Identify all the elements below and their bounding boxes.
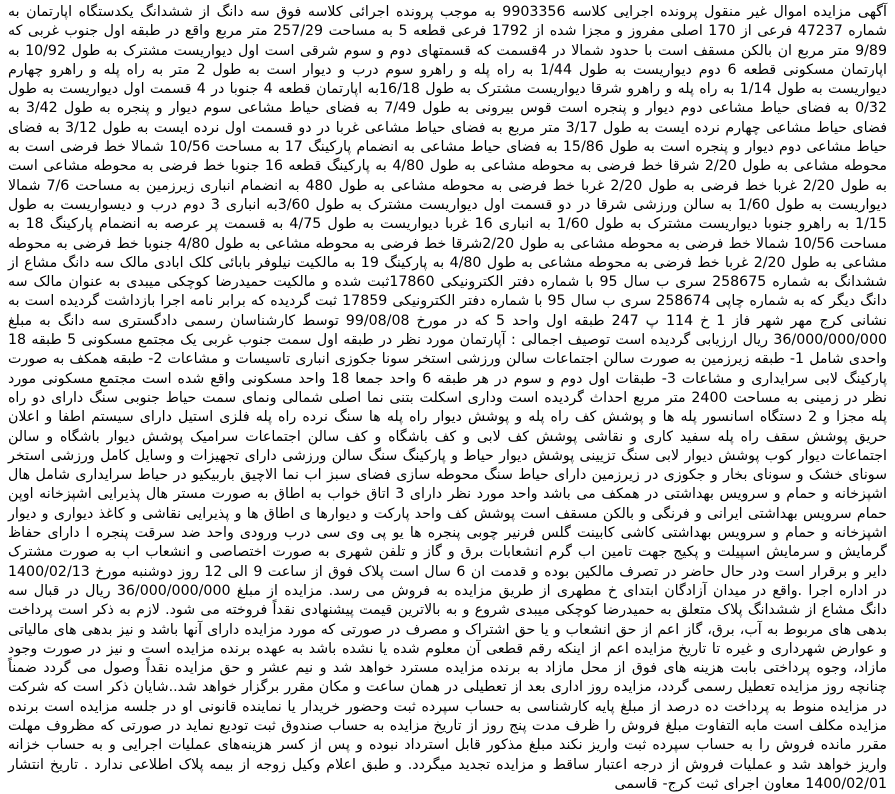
auction-notice-text: آگهی مزایده اموال غیر منقول پرونده اجرایی کلاسه 9903356 به موجب پرونده اجرائی کلاسه فوق سه دانگ از ششدانگ یکدستگاه اپارتمان به شماره 47237 فرعی از 170 اصلی مفروز و مجزا شده از 1792 فرعی قطعه 5 به مساحت 257/29 متر مربع واقع در طبقه اول جنوب غربی که 9/89 متر مربع ان بالکن مسقف است با حدود شمالا در 4قسمت که قسمتهای دوم و سوم شرقی است اول دیواریست مشترک به طول 10/92 به اپارتمان مسکونی قطعه 6 دوم دیواریست به طول 1/44 به راه پله و راهرو سوم درب و دیوار است به طول 2 متر به راه پله و راهرو چهارم دیواریست به طول 1/14 به راه پله و راهرو شرقا دیواریست مشترک به طول 16/18به اپارتمان قطعه 4 جنوبا در 4 قسمت اول دیواریست به طول 0/32 به فضای حیاط مشاعی دوم دیوار و پنجره است قوس بیرونی به طول 7/49 به فضای حیاط مشاعی سوم دیوار و پنجره به طول 3/42 به فضای حیاط مشاعی چهارم نرده ایست به طول 3/17 متر مربع به فضای حیاط مشاعی غربا در دو قسمت اول نرده ایست به طول 3/12 به فضای حیاط مشاعی دوم دیوار و پنجره است به طول 15/86 به فضای حیاط مشاعی به انضمام پارکینگ 17 به مساحت 10/56 شمالا خط فرضی است به محوطه مشاعی به طول 2/20 شرقا خط فرضی به محوطه مشاعی به طول 4/80 به پارکینگ قطعه 16 جنوبا خط فرضی به محوطه مشاعی است به طول 2/20 غربا خط فرضی به طول 2/20 غربا خط فرضی به محوطه مشاعی به طول 480 به انضمام انباری زیرزمین به مساحت 7/6 شمالا دیواریست به طول 1/60 به سالن ورزشی شرقا در دو قسمت اول دیواریست مشترک به طول 3/60به انباری 3 دوم درب و دیسواریست به طول 1/15 به راهرو جنوبا دیواریست مشترک به طول 1/60 به انباری 16 غربا دیواریست به طول 4/75 به قسمت پر عرصه به انضمام پارکینگ 18 به مساحت 10/56 شمالا خط فرضی به محوطه مشاعی به طول 2/20شرقا خط فرضی به محوطه مشاعی به طول 4/80 جنوبا خط فرضی به محوطه مشاعی به طول 2/20 غربا خط فرضی به محوطه مشاعی به طول 4/80 به پارکینگ 19 به مالکیت نیلوفر بابائی کلک ابادی مالک سه دانگ مشاع از ششدانگ به شماره 258675 سری ب سال 95 با شماره دفتر الکترونیکی 17860ثبت شده و مالکیت حمیدرضا کوچکی میبدی به عنوان مالک سه دانگ دیگر که به شماره چاپی 258674 سری ب سال 95 با شماره دفتر الکترونیکی 17859 ثبت گردیده که برابر نامه اجرا بازداشت گردیده است به نشانی کرج مهر شهر فاز 1 خ 114 پ 247 طبقه اول واحد 5 که در مورخ 99/08/08 توسط کارشناسان رسمی دادگستری سه دانگ به مبلغ 36/000/000/000 ریال ارزیابی گردیده است توصیف اجمالی : آپارتمان مورد نظر در طبقه اول سمت جنوب غربی یک مجتمع مسکونی 5 طبقه 18 واحدی شامل 1- طبقه زیرزمین به صورت سالن اجتماعات سالن ورزشی استخر سونا جکوزی انباری تاسیسات و مشاعات 2- طبقه همکف به صورت پارکینگ لابی سرایداری و مشاعات 3- طبقات اول دوم و سوم در هر طبقه 6 واحد جمعا 18 واحد مسکونی واقع شده است مجتمع مسکونی مورد نظر در زمینی به مساحت 2400 متر مربع احداث گردیده است وداری اسکلت بتنی نما اصلی شمالی ونمای سمت حیاط جنوبی سنگ دارای دو راه پله مجزا و 2 دستگاه اسانسور پله ها و پوشش کف راه پله و پوشش دیوار راه پله ها سنگ نرده راه پله فلزی استیل دارای سیستم اطفا و اعلان حریق پوشش سقف راه پله سفید کاری و نقاشی پوشش کف لابی و کف باشگاه و کف سالن اجتماعات سرامیک پوشش دیوار باشگاه و سالن اجتماعات دیوار کوب پوشش دیوار لابی سنگ تزیینی پوشش دیوار حیاط و پارکینگ سنگ سالن ورزشی دارای تجهیزات و وسایل کامل ورزشی استخر سونای خشک و سونای بخار و جکوزی در زیرزمین دارای حیاط سنگ محوطه سازی فضای سبز اب نما الاچیق باربیکیو در حیاط سرایداری شامل هال اشپزخانه و حمام و سرویس بهداشتی در همکف می باشد واحد مورد نظر دارای 3 اتاق خواب به اطاق به صورت مستر هال پذیرایی اشپزخانه اوپن حمام سرویس بهداشتی ایرانی و فرنگی و بالکن مسقف است پوشش کف واحد پارکت و دیوارها ی اطاق ها و پذیرایی نقاشی و کاغذ دیواری و دیوار اشپزخانه و حمام و سرویس بهداشتی کاشی کابینت گلس فرنیر چوبی پنجره ها یو پی وی سی درب ورودی واحد ضد سرقت پنجره ا دارای حفاظ گرمایش و سرمایش اسپیلت و پکیج جهت تامین اب گرم انشعابات برق و گاز و تلفن شهری به صورت اختصاصی و انشعاب اب به صورت مشترک دایر و برقرار است ودر حال حاضر در تصرف مالکین بوده و قدمت ان 6 سال است پلاک فوق از ساعت 9 الی 12 روز دوشنبه مورخ 1400/02/13 در اداره اجرا .واقع در میدان آزادگان ابتدای خ مطهری از طریق مزایده به فروش می رسد. مزایده از مبلغ 36/000/000/000 ریال در قبال سه دانگ مشاع از ششدانگ پلاک متعلق به حمیدرضا کوچکی میبدی شروع و به بالاترین قیمت پیشنهادی نقداً فروخته می شود. لازم به ذکر است پرداخت بدهی های مربوط به آب، برق، گاز اعم از حق انشعاب و یا حق اشتراک و مصرف در صورتی که مورد مزایده دارای آنها باشد و نیز بدهی های مالیاتی و عوارض شهرداری و غیره تا تاریخ مزایده اعم از اینکه رقم قطعی آن معلوم شده یا نشده باشد به عهده برنده مزایده است و نیز در صورت وجود مازاد، وجوه پرداختی بابت هزینه های فوق از محل مازاد به برنده مزایده مسترد خواهد شد و نیم عشر و حق مزایده نقداً وصول می گردد ضمناً چنانچه روز مزایده تعطیل رسمی گردد، مزایده روز اداری بعد از تعطیلی در همان ساعت و مکان مقرر برگزار خواهد شد..شایان ذکر است که شرکت در مزایده منوط به پرداخت ده درصد از مبلغ پایه کارشناسی به حساب سپرده ثبت وحضور خریدار یا نماینده قانونی او در جلسه مزایده است برنده مزایده مکلف است مابه التفاوت مبلغ فروش را ظرف مدت پنج روز از تاریخ مزایده به حساب صندوق ثبت تودیع نماید در صورتی که مظروف مهلت مقرر مانده فروش را به حساب سپرده ثبت واریز نکند مبلغ مذکور قابل استرداد نبوده و پس از کسر هزینه‌های عملیات اجرایی و به حساب خزانه واریز خواهد شد و عملیات فروش از درجه اعتبار ساقط و مزایده تجدید میگردد. و طبق اعلام وکیل زوجه از بیمه پلاک اطلاعی ندارد . تاریخ انتشار 1400/02/01 معاون اجرای ثبت کرج- قاسمی: [8, 4, 888, 792]
